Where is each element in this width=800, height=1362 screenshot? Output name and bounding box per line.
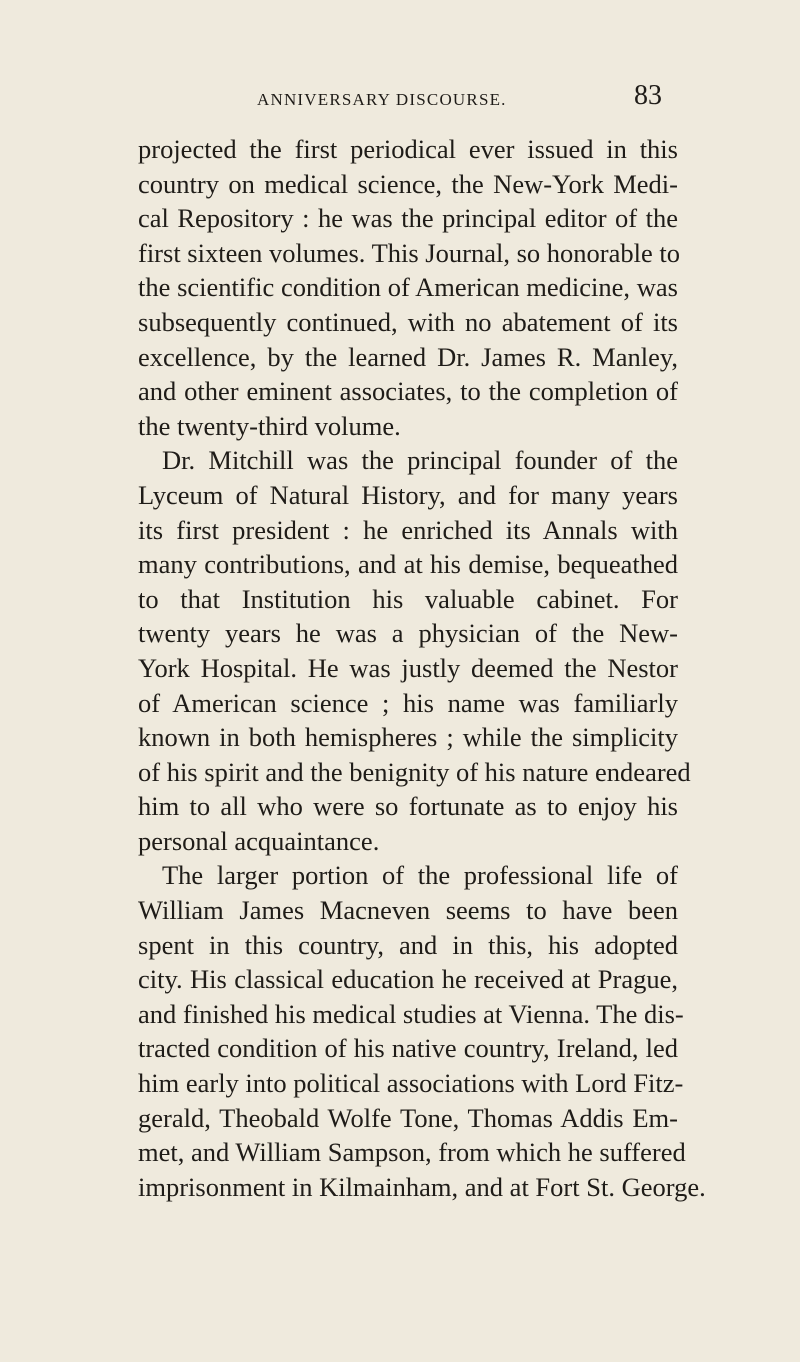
text-line: him early into political associations with Lord Fitz- [138,1068,684,1099]
text-line: tracted condition of his native country, Ireland, led [138,1033,678,1064]
text-line: personal acquaintance. [138,825,380,856]
text-line: subsequently continued, with no abatement of its [138,306,678,337]
text-line: met, and William Sampson, from which he suffered [138,1137,686,1168]
page-number: 83 [634,80,662,111]
text-line: The larger portion of the professional life of [162,860,678,891]
text-line: of his spirit and the benignity of his nature endeared [138,756,691,787]
text-line: gerald, Theobald Wolfe Tone, Thomas Addis Em- [138,1102,678,1133]
text-line: to that Institution his valuable cabinet. For [138,583,678,614]
text-line: Lyceum of Natural History, and for many years [138,479,678,510]
text-line: cal Repository : he was the principal editor of the [138,203,678,234]
text-line: many contributions, and at his demise, bequeathed [138,549,678,580]
body-text [138,132,706,1204]
text-line: known in both hemispheres ; while the simplicity [138,722,678,753]
text-line: twenty years he was a physician of the New- [138,618,678,649]
running-head [0,80,800,118]
text-line: York Hospital. He was justly deemed the Nestor [138,652,678,683]
text-line: projected the first periodical ever issued in this [138,134,678,164]
text-line: country on medical science, the New-York Medi- [138,168,678,199]
text-line: Dr. Mitchill was the principal founder of the [162,445,678,476]
text-line: and finished his medical studies at Vienna. The dis- [138,998,684,1029]
text-line: of American science ; his name was familiarly [138,687,678,718]
text-line: its first president : he enriched its Annals with [138,514,678,545]
text-line: city. His classical education he received at Prague, [138,964,678,995]
text-line: and other eminent associates, to the completion of [138,376,678,407]
text-line: imprisonment in Kilmainham, and at Fort St. George. [138,1171,706,1202]
text-line: William James Macneven seems to have been [138,895,678,926]
running-title: ANNIVERSARY DISCOURSE. [257,90,507,109]
text-line: first sixteen volumes. This Journal, so honorable to [138,237,680,268]
text-line: the twenty-third volume. [138,410,401,441]
text-line: spent in this country, and in this, his adopted [138,929,678,960]
text-line: excellence, by the learned Dr. James R. Manley, [138,341,678,372]
text-line: the scientific condition of American medicine, was [138,272,678,303]
text-line: him to all who were so fortunate as to enjoy his [138,791,678,822]
